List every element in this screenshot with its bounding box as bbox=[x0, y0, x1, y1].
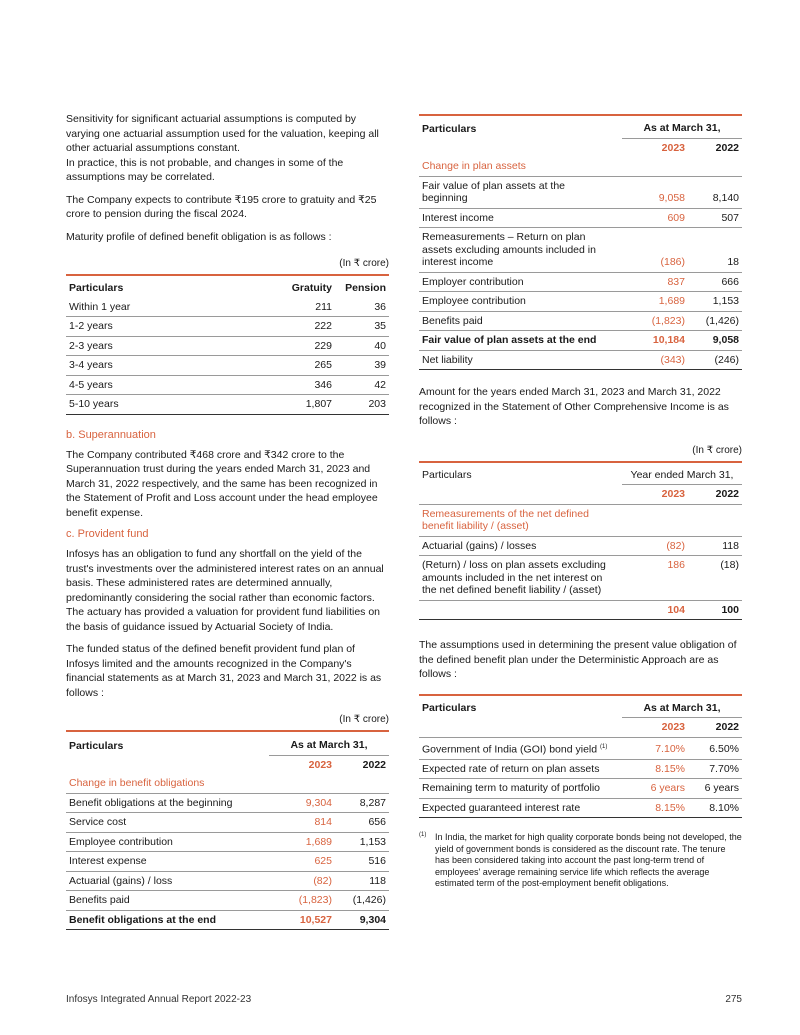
maturity-intro: Maturity profile of defined benefit obligation is as follows : bbox=[66, 230, 332, 243]
total-row: Benefit obligations at the end 10,527 9,304 bbox=[66, 910, 389, 930]
sensitivity-paragraph: Sensitivity for significant actuarial assumptions is computed by varying one actuarial assumption used for the valuation, keeping all other actuarial assumptions constant. In practice, this is not probable, and changes in some of the assumptions may be correlated. bbox=[66, 113, 379, 183]
table-header-row: Particulars Year ended March 31, bbox=[419, 462, 742, 485]
table-row: Fair value of plan assets at the beginning 9,058 8,140 bbox=[419, 176, 742, 208]
table-row: Employer contribution 837 666 bbox=[419, 272, 742, 292]
table-row: (Return) / loss on plan assets excluding amounts included in the net interest on the net defined benefit liability / (asset) 186 (18) bbox=[419, 556, 742, 601]
assumptions-table bbox=[419, 694, 742, 819]
table-row: Service cost 814 656 bbox=[66, 813, 389, 833]
oci-table bbox=[419, 461, 742, 621]
table-header-row: Particulars As at March 31, bbox=[66, 731, 389, 755]
table-row: Remaining term to maturity of portfolio 6 years 6 years bbox=[419, 779, 742, 799]
table-row: Interest expense 625 516 bbox=[66, 852, 389, 872]
total-row: 104 100 bbox=[419, 600, 742, 620]
maturity-table bbox=[66, 274, 389, 415]
table-row: Expected guaranteed interest rate 8.15% 8.10% bbox=[419, 798, 742, 818]
table-row: Benefits paid (1,823) (1,426) bbox=[419, 311, 742, 331]
right-column bbox=[419, 114, 742, 890]
year-header-row: 2023 2022 bbox=[308, 758, 386, 771]
net-liability-row: Net liability (343) (246) bbox=[419, 350, 742, 370]
plan-assets-table bbox=[419, 114, 742, 370]
table-row: 5-10 years 1,807 203 bbox=[66, 395, 389, 415]
table-row: Interest income 609 507 bbox=[419, 208, 742, 228]
contribution-paragraph: The Company expects to contribute ₹195 crore to gratuity and ₹25 crore to pension during the fiscal 2024. bbox=[66, 193, 377, 220]
section-row: Change in plan assets bbox=[419, 157, 742, 176]
provident-fund-heading: c. Provident fund bbox=[66, 528, 149, 540]
funded-status-paragraph: The funded status of the defined benefit provident fund plan of Infosys limited and the amounts recognized in the Company's financial statements as at March 31, 2023 and March 31, 2022 is as follows : bbox=[66, 643, 382, 699]
table-header-row: Particulars As at March 31, bbox=[419, 115, 742, 138]
table-row: Expected rate of return on plan assets 8.15% 7.70% bbox=[419, 759, 742, 779]
table-row: Remeasurements – Return on plan assets excluding amounts included in interest income (186) 18 bbox=[419, 228, 742, 273]
year-header-row: 2023 2022 bbox=[419, 485, 742, 505]
benefit-obligation-table bbox=[66, 730, 389, 930]
section-row: Change in benefit obligations bbox=[66, 774, 389, 793]
unit-label: (In ₹ crore) bbox=[339, 714, 389, 725]
left-column bbox=[66, 112, 389, 930]
table-row: Benefit obligations at the beginning 9,304 8,287 bbox=[66, 793, 389, 813]
oci-intro: Amount for the years ended March 31, 2023 and March 31, 2022 recognized in the Statement of Other Comprehensive Income is as follows : bbox=[419, 386, 729, 427]
superannuation-heading: b. Superannuation bbox=[66, 428, 156, 441]
assumptions-intro: The assumptions used in determining the present value obligation of the defined benefit plan under the Deterministic Approach are as follows : bbox=[419, 639, 737, 680]
table-row: 4-5 years 346 42 bbox=[66, 375, 389, 395]
table-row: 3-4 years 265 39 bbox=[66, 356, 389, 376]
table-row: 1-2 years 222 35 bbox=[66, 317, 389, 337]
table-header-row: Particulars Gratuity Pension bbox=[66, 275, 389, 298]
table-row: Within 1 year 211 36 bbox=[66, 298, 389, 317]
footnote: (1) In India, the market for high quality corporate bonds being not developed, the yield of government bonds is considered as the discount rate. The tenure has been considered taking into account the past long-term trend of employees' average remaining service life which reflects the average estimated term of the post-employment benefit obligations. bbox=[419, 832, 742, 888]
table-row: Benefits paid (1,823) (1,426) bbox=[66, 891, 389, 911]
table-row: Actuarial (gains) / loss (82) 118 bbox=[66, 871, 389, 891]
table-row: Employee contribution 1,689 1,153 bbox=[66, 832, 389, 852]
unit-label: (In ₹ crore) bbox=[692, 444, 742, 456]
total-row: Fair value of plan assets at the end 10,184 9,058 bbox=[419, 331, 742, 351]
year-header-row: 2023 2022 bbox=[419, 718, 742, 738]
provident-fund-paragraph: Infosys has an obligation to fund any shortfall on the yield of the trust's investments over the administered interest rates on an annual basis. These administered rates are determined annually, predominantly considering the social rather than economic factors. The actuary has provided a valuation for provident fund liabilities on the basis of guidance issued by Actuarial Society of India. bbox=[66, 548, 384, 633]
year-header-row: 2023 2022 bbox=[661, 141, 739, 154]
table-row: Employee contribution 1,689 1,153 bbox=[419, 292, 742, 312]
page-number: 275 bbox=[725, 994, 742, 1005]
table-row: 2-3 years 229 40 bbox=[66, 336, 389, 356]
table-row: Actuarial (gains) / losses (82) 118 bbox=[419, 536, 742, 556]
superannuation-paragraph: The Company contributed ₹468 crore and ₹342 crore to the Superannuation trust during the years ended March 31, 2023 and March 31, 2022 respectively, and the same has been recognized in the Statement of Profit and Loss account under the head employee benefit expense. bbox=[66, 448, 378, 519]
report-title: Infosys Integrated Annual Report 2022-23 bbox=[66, 994, 252, 1005]
table-header-row: Particulars As at March 31, bbox=[419, 695, 742, 718]
section-row: Remeasurements of the net defined benefit liability / (asset) bbox=[419, 504, 742, 536]
table-row: Government of India (GOI) bond yield $^{(1)}$ 7.10% 6.50% bbox=[419, 737, 742, 759]
unit-label: (In ₹ crore) bbox=[339, 258, 389, 269]
